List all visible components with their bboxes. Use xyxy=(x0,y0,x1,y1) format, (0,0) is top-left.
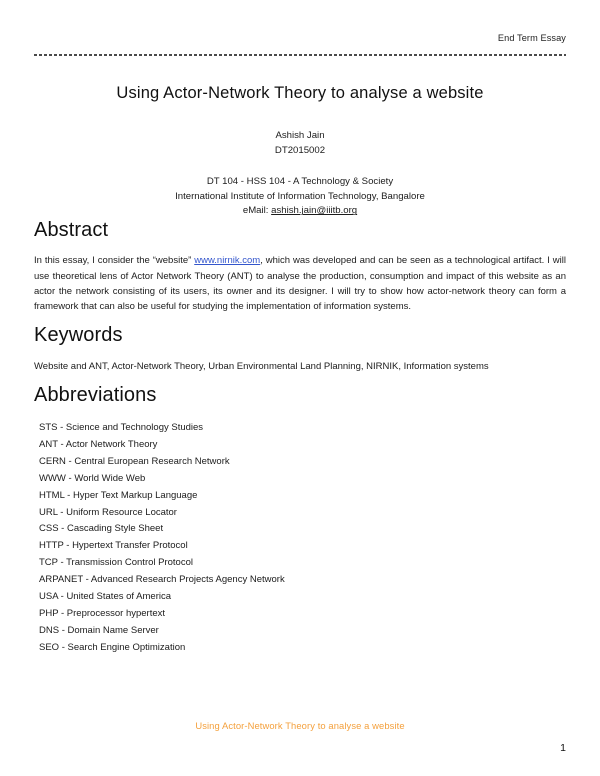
email-address-link[interactable]: ashish.jain@iiitb.org xyxy=(271,205,358,217)
author-block xyxy=(34,129,566,159)
list-item: USA - United States of America xyxy=(39,591,172,603)
author-roll-number: DT2015002 xyxy=(274,144,326,156)
list-item: URL - Uniform Resource Locator xyxy=(39,506,177,518)
abstract-text-after-link: , which was developed and can be seen as a technological artifact. I will use theoretical lens of Actor Network Theory (ANT) to analyse the production, consumption and impact of this website as an actor the network consisting of its users, its owner and its designer. I will try to show how actor-network theory can form a framework that can also be useful for studying the implementation of information systems. xyxy=(34,255,566,313)
email-label: eMail: xyxy=(242,205,272,217)
footer-title: Using Actor-Network Theory to analyse a website xyxy=(195,720,405,731)
list-item: SEO - Search Engine Optimization xyxy=(39,641,186,653)
page-number: 1 xyxy=(560,742,566,754)
institute-line: International Institute of Information Technology, Bangalore xyxy=(175,190,425,202)
abbreviations-heading: Abbreviations xyxy=(34,384,157,407)
document-title: Using Actor-Network Theory to analyse a website xyxy=(116,84,484,103)
list-item: CERN - Central European Research Network xyxy=(39,455,230,467)
keywords-paragraph: Website and ANT, Actor-Network Theory, Urban Environmental Land Planning, NIRNIK, Information systems xyxy=(34,361,489,373)
list-item: PHP - Preprocessor hypertext xyxy=(39,607,166,619)
header-divider-rule xyxy=(34,54,566,56)
affiliation-block xyxy=(34,175,566,220)
list-item: WWW - World Wide Web xyxy=(39,472,146,484)
course-line: DT 104 - HSS 104 - A Technology & Society xyxy=(206,175,394,187)
email-line xyxy=(34,204,566,219)
list-item: HTML - Hyper Text Markup Language xyxy=(39,489,198,501)
abstract-heading: Abstract xyxy=(34,219,109,242)
abbreviations-list xyxy=(34,420,566,657)
running-header: End Term Essay xyxy=(497,33,566,43)
list-item: TCP - Transmission Control Protocol xyxy=(39,557,193,569)
list-item: DNS - Domain Name Server xyxy=(39,624,159,636)
website-link[interactable]: www.nirnik.com xyxy=(194,255,261,267)
abstract-text-before-link: In this essay, I consider the “website” xyxy=(34,255,195,267)
author-name: Ashish Jain xyxy=(275,130,325,142)
list-item: STS - Science and Technology Studies xyxy=(39,422,204,434)
page-footer xyxy=(34,720,566,766)
list-item: ANT - Actor Network Theory xyxy=(39,438,158,450)
list-item: ARPANET - Advanced Research Projects Agency Network xyxy=(39,574,285,586)
keywords-heading: Keywords xyxy=(34,324,123,347)
abstract-paragraph xyxy=(34,253,566,315)
list-item: CSS - Cascading Style Sheet xyxy=(39,523,164,535)
list-item: HTTP - Hypertext Transfer Protocol xyxy=(39,540,188,552)
